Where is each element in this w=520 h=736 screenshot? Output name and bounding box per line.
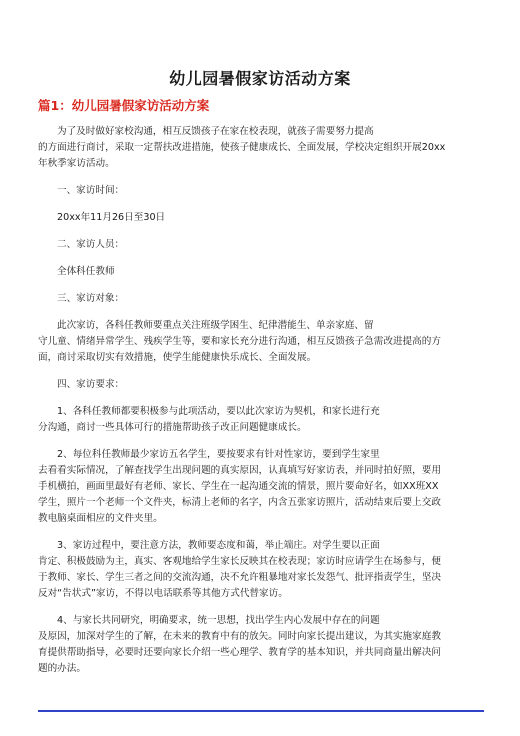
paragraph-line: 全体科任教师 (57, 266, 115, 277)
paragraph-line: 及原因，加深对学生的了解，在未来的教育中有的放矢。同时向家长提出建议，为其实施家庭教 (38, 631, 441, 642)
paragraph-line: 的方面进行商讨，采取一定帮扶改进措施，使孩子健康成长、全面发展，学校决定组织开展20xx (38, 142, 446, 153)
paragraph (38, 291, 488, 307)
paragraph-line: 为了及时做好家校沟通，相互反馈孩子在家在校表现，就孩子需要努力提高 (57, 126, 374, 137)
footer-rule (38, 710, 484, 712)
paragraph-line: 于教师、家长、学生三者之间的交流沟通，决不允许粗暴地对家长发怨气、批评指责学生，坚决 (38, 572, 441, 583)
paragraph (38, 183, 488, 199)
paragraph-line: 去看看实际情况，了解查找学生出现问题的真实原因，认真填写好家访表，并同时拍好照，要用 (38, 465, 441, 476)
paragraph-line: 2、每位科任教师最少家访五名学生，要按要求有针对性家访，要到学生家里 (57, 449, 380, 460)
paragraph-line: 教电脑桌面相应的文件夹里。 (38, 513, 163, 524)
paragraph (38, 264, 488, 280)
paragraph (38, 124, 488, 172)
paragraph-line: 题的办法。 (38, 663, 86, 674)
paragraph-line: 反对“告状式”家访，不得以电话联系等其他方式代替家访。 (38, 588, 288, 599)
paragraph-line: 一、家访时间： (57, 185, 125, 196)
paragraph (38, 538, 488, 602)
section-heading: 篇1：幼儿园暑假家访活动方案 (38, 98, 210, 113)
paragraph-line: 肯定、积极鼓励为主，真实、客观地给学生家长反映其在校表现；家访时应请学生在场参与，便 (38, 556, 441, 567)
paragraph (38, 318, 488, 366)
paragraph-line: 1、各科任教师都要积极参与此项活动，要以此次家访为契机，和家长进行充 (57, 406, 380, 417)
paragraph-line: 4、与家长共同研究，明确要求，统一思想，找出学生内心发展中存在的问题 (57, 615, 380, 626)
document-title: 幼儿园暑假家访活动方案 (169, 69, 351, 88)
paragraph-line: 守儿童、情绪异常学生、残疾学生等，要和家长充分进行沟通，相互反馈孩子急需改进提高的方 (38, 336, 441, 347)
paragraph (38, 447, 488, 527)
paragraph-line: 育提供帮助指导，必要时还要向家长介绍一些心理学、教育学的基本知识，并共同商量出解决问 (38, 647, 441, 658)
paragraph-line: 面，商讨采取切实有效措施，使学生能健康快乐成长、全面发展。 (38, 352, 317, 363)
paragraph-line: 学生，照片一个老师一个文件夹，标清上老师的名字，内含五张家访照片，活动结束后要上交政 (38, 497, 441, 508)
paragraph (38, 237, 488, 253)
document-body (38, 124, 488, 688)
paragraph-line: 分沟通，商讨一些具体可行的措施帮助孩子改正问题健康成长。 (38, 422, 307, 433)
paragraph-line: 3、家访过程中，要注意方法，教师要态度和蔼，举止端庄。对学生要以正面 (57, 540, 380, 551)
paragraph-line: 此次家访，各科任教师要重点关注班级学困生、纪律潜能生、单亲家庭、留 (57, 320, 374, 331)
paragraph (38, 377, 488, 393)
paragraph (38, 210, 488, 226)
paragraph-line: 四、家访要求： (57, 379, 125, 390)
paragraph (38, 404, 488, 436)
paragraph-line: 年秋季家访活动。 (38, 158, 115, 169)
paragraph-line: 手机横拍，画面里最好有老师、家长、学生在一起沟通交流的情景，照片要命好名，如XX班XX (38, 481, 439, 492)
paragraph-line: 二、家访人员： (57, 239, 125, 250)
paragraph-line: 三、家访对象： (57, 293, 125, 304)
paragraph (38, 613, 488, 677)
paragraph-line: 20xx年11月26日至30日 (57, 212, 166, 223)
